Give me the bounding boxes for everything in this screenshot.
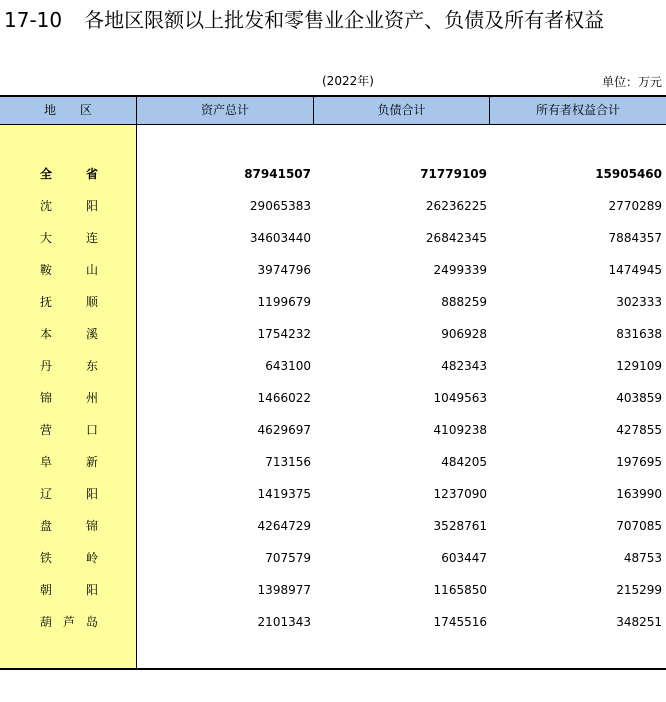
region-name-char: 盘 [40, 519, 53, 533]
region-name-char: 抚 [40, 295, 53, 309]
region-name-char: 连 [85, 231, 98, 245]
total-liabilities-cell: 26236225 [425, 199, 487, 213]
region-name-char: 本 [40, 327, 53, 341]
owners-equity-cell: 2770289 [608, 199, 662, 213]
region-name [40, 414, 98, 446]
owners-equity-cell: 707085 [616, 519, 662, 533]
owners-equity-cell: 7884357 [608, 231, 662, 245]
region-name [40, 254, 98, 286]
owners-equity-cell: 302333 [616, 295, 662, 309]
table-row [0, 318, 666, 350]
owners-equity-cell: 163990 [616, 487, 662, 501]
total-assets-cell: 29065383 [249, 199, 311, 213]
total-liabilities-cell: 484205 [441, 455, 487, 469]
total-liabilities-cell: 2499339 [433, 263, 487, 277]
region-name-char: 州 [85, 391, 98, 405]
total-assets-cell: 3974796 [257, 263, 311, 277]
total-liabilities-cell: 603447 [441, 551, 487, 565]
page-title [4, 6, 604, 34]
table-row [0, 510, 666, 542]
table-bottom-rule [0, 668, 666, 670]
region-name-char: 辽 [40, 487, 53, 501]
region-name [40, 318, 98, 350]
region-name-char: 省 [85, 167, 98, 181]
total-liabilities-cell: 1165850 [433, 583, 487, 597]
region-name-char: 山 [85, 263, 98, 277]
total-assets-cell: 4629697 [257, 423, 311, 437]
region-name [40, 542, 98, 574]
table-row [0, 254, 666, 286]
total-liabilities-cell: 26842345 [425, 231, 487, 245]
table-row [0, 382, 666, 414]
owners-equity-cell: 129109 [616, 359, 662, 373]
total-liabilities-cell: 1237090 [433, 487, 487, 501]
table-row [0, 446, 666, 478]
region-name-char: 阳 [85, 199, 98, 213]
region-name-char: 锦 [40, 391, 53, 405]
total-assets-cell: 1754232 [257, 327, 311, 341]
region-name-char: 大 [40, 231, 53, 245]
total-liabilities-cell: 71779109 [420, 167, 487, 181]
table-row [0, 542, 666, 574]
total-assets-cell: 707579 [265, 551, 311, 565]
owners-equity-cell: 1474945 [608, 263, 662, 277]
table-title: 各地区限额以上批发和零售业企业资产、负债及所有者权益 [84, 8, 605, 32]
total-liabilities-cell: 888259 [441, 295, 487, 309]
owners-equity-cell: 215299 [616, 583, 662, 597]
table-number: 17-10 [4, 8, 63, 32]
region-name-char: 东 [85, 359, 98, 373]
region-name-char: 岛 [85, 615, 98, 629]
owners-equity-cell: 15905460 [595, 167, 662, 181]
owners-equity-cell: 831638 [616, 327, 662, 341]
table-row [0, 414, 666, 446]
region-name [40, 286, 98, 318]
total-assets-cell: 2101343 [257, 615, 311, 629]
total-assets-cell: 643100 [265, 359, 311, 373]
total-assets-cell: 1199679 [257, 295, 311, 309]
table-row [0, 350, 666, 382]
header-total-assets: 资产总计 [137, 97, 314, 124]
header-total-liabilities: 负债合计 [314, 97, 490, 124]
region-name-char: 阳 [85, 583, 98, 597]
owners-equity-cell: 197695 [616, 455, 662, 469]
region-name-char: 阳 [85, 487, 98, 501]
region-name-char: 顺 [85, 295, 98, 309]
region-name [40, 606, 98, 638]
region-name-char: 口 [85, 423, 98, 437]
region-name [40, 574, 98, 606]
region-name [40, 510, 98, 542]
region-name-char: 沈 [40, 199, 53, 213]
total-assets-cell: 4264729 [257, 519, 311, 533]
region-name-char: 丹 [40, 359, 53, 373]
table-body [0, 158, 666, 638]
owners-equity-cell: 48753 [623, 551, 662, 565]
region-name-char: 阜 [40, 455, 53, 469]
owners-equity-cell: 427855 [616, 423, 662, 437]
header-region: 地 区 [0, 97, 137, 124]
total-assets-cell: 34603440 [249, 231, 311, 245]
total-liabilities-cell: 3528761 [433, 519, 487, 533]
region-name-char: 鞍 [40, 263, 53, 277]
region-name-char: 岭 [85, 551, 98, 565]
total-assets-cell: 1398977 [257, 583, 311, 597]
total-assets-cell: 1419375 [257, 487, 311, 501]
total-liabilities-cell: 1745516 [433, 615, 487, 629]
owners-equity-cell: 403859 [616, 391, 662, 405]
region-name [40, 190, 98, 222]
table-row [0, 190, 666, 222]
owners-equity-cell: 348251 [616, 615, 662, 629]
table-row [0, 574, 666, 606]
region-name-char: 锦 [85, 519, 98, 533]
region-name-char: 葫 [40, 615, 53, 629]
total-liabilities-cell: 4109238 [433, 423, 487, 437]
region-name [40, 382, 98, 414]
total-assets-cell: 713156 [265, 455, 311, 469]
region-name [40, 478, 98, 510]
region-name-char: 朝 [40, 583, 53, 597]
total-assets-cell: 1466022 [257, 391, 311, 405]
header-owners-equity: 所有者权益合计 [490, 97, 666, 124]
total-assets-cell: 87941507 [244, 167, 311, 181]
region-name-char: 全 [40, 167, 53, 181]
region-name-char: 营 [40, 423, 53, 437]
table-row [0, 222, 666, 254]
region-name [40, 350, 98, 382]
region-name [40, 446, 98, 478]
table-row [0, 286, 666, 318]
total-liabilities-cell: 1049563 [433, 391, 487, 405]
table-row [0, 478, 666, 510]
region-name-char: 铁 [40, 551, 53, 565]
year-note: (2022年) [322, 74, 374, 88]
region-name [40, 158, 98, 190]
region-name-char: 芦 [62, 615, 75, 629]
region-name-char: 新 [85, 455, 98, 469]
total-liabilities-cell: 482343 [441, 359, 487, 373]
region-name [40, 222, 98, 254]
table-row-total [0, 158, 666, 190]
total-liabilities-cell: 906928 [441, 327, 487, 341]
table-row [0, 606, 666, 638]
unit-label: 单位：万元 [601, 75, 662, 89]
region-name-char: 溪 [85, 327, 98, 341]
